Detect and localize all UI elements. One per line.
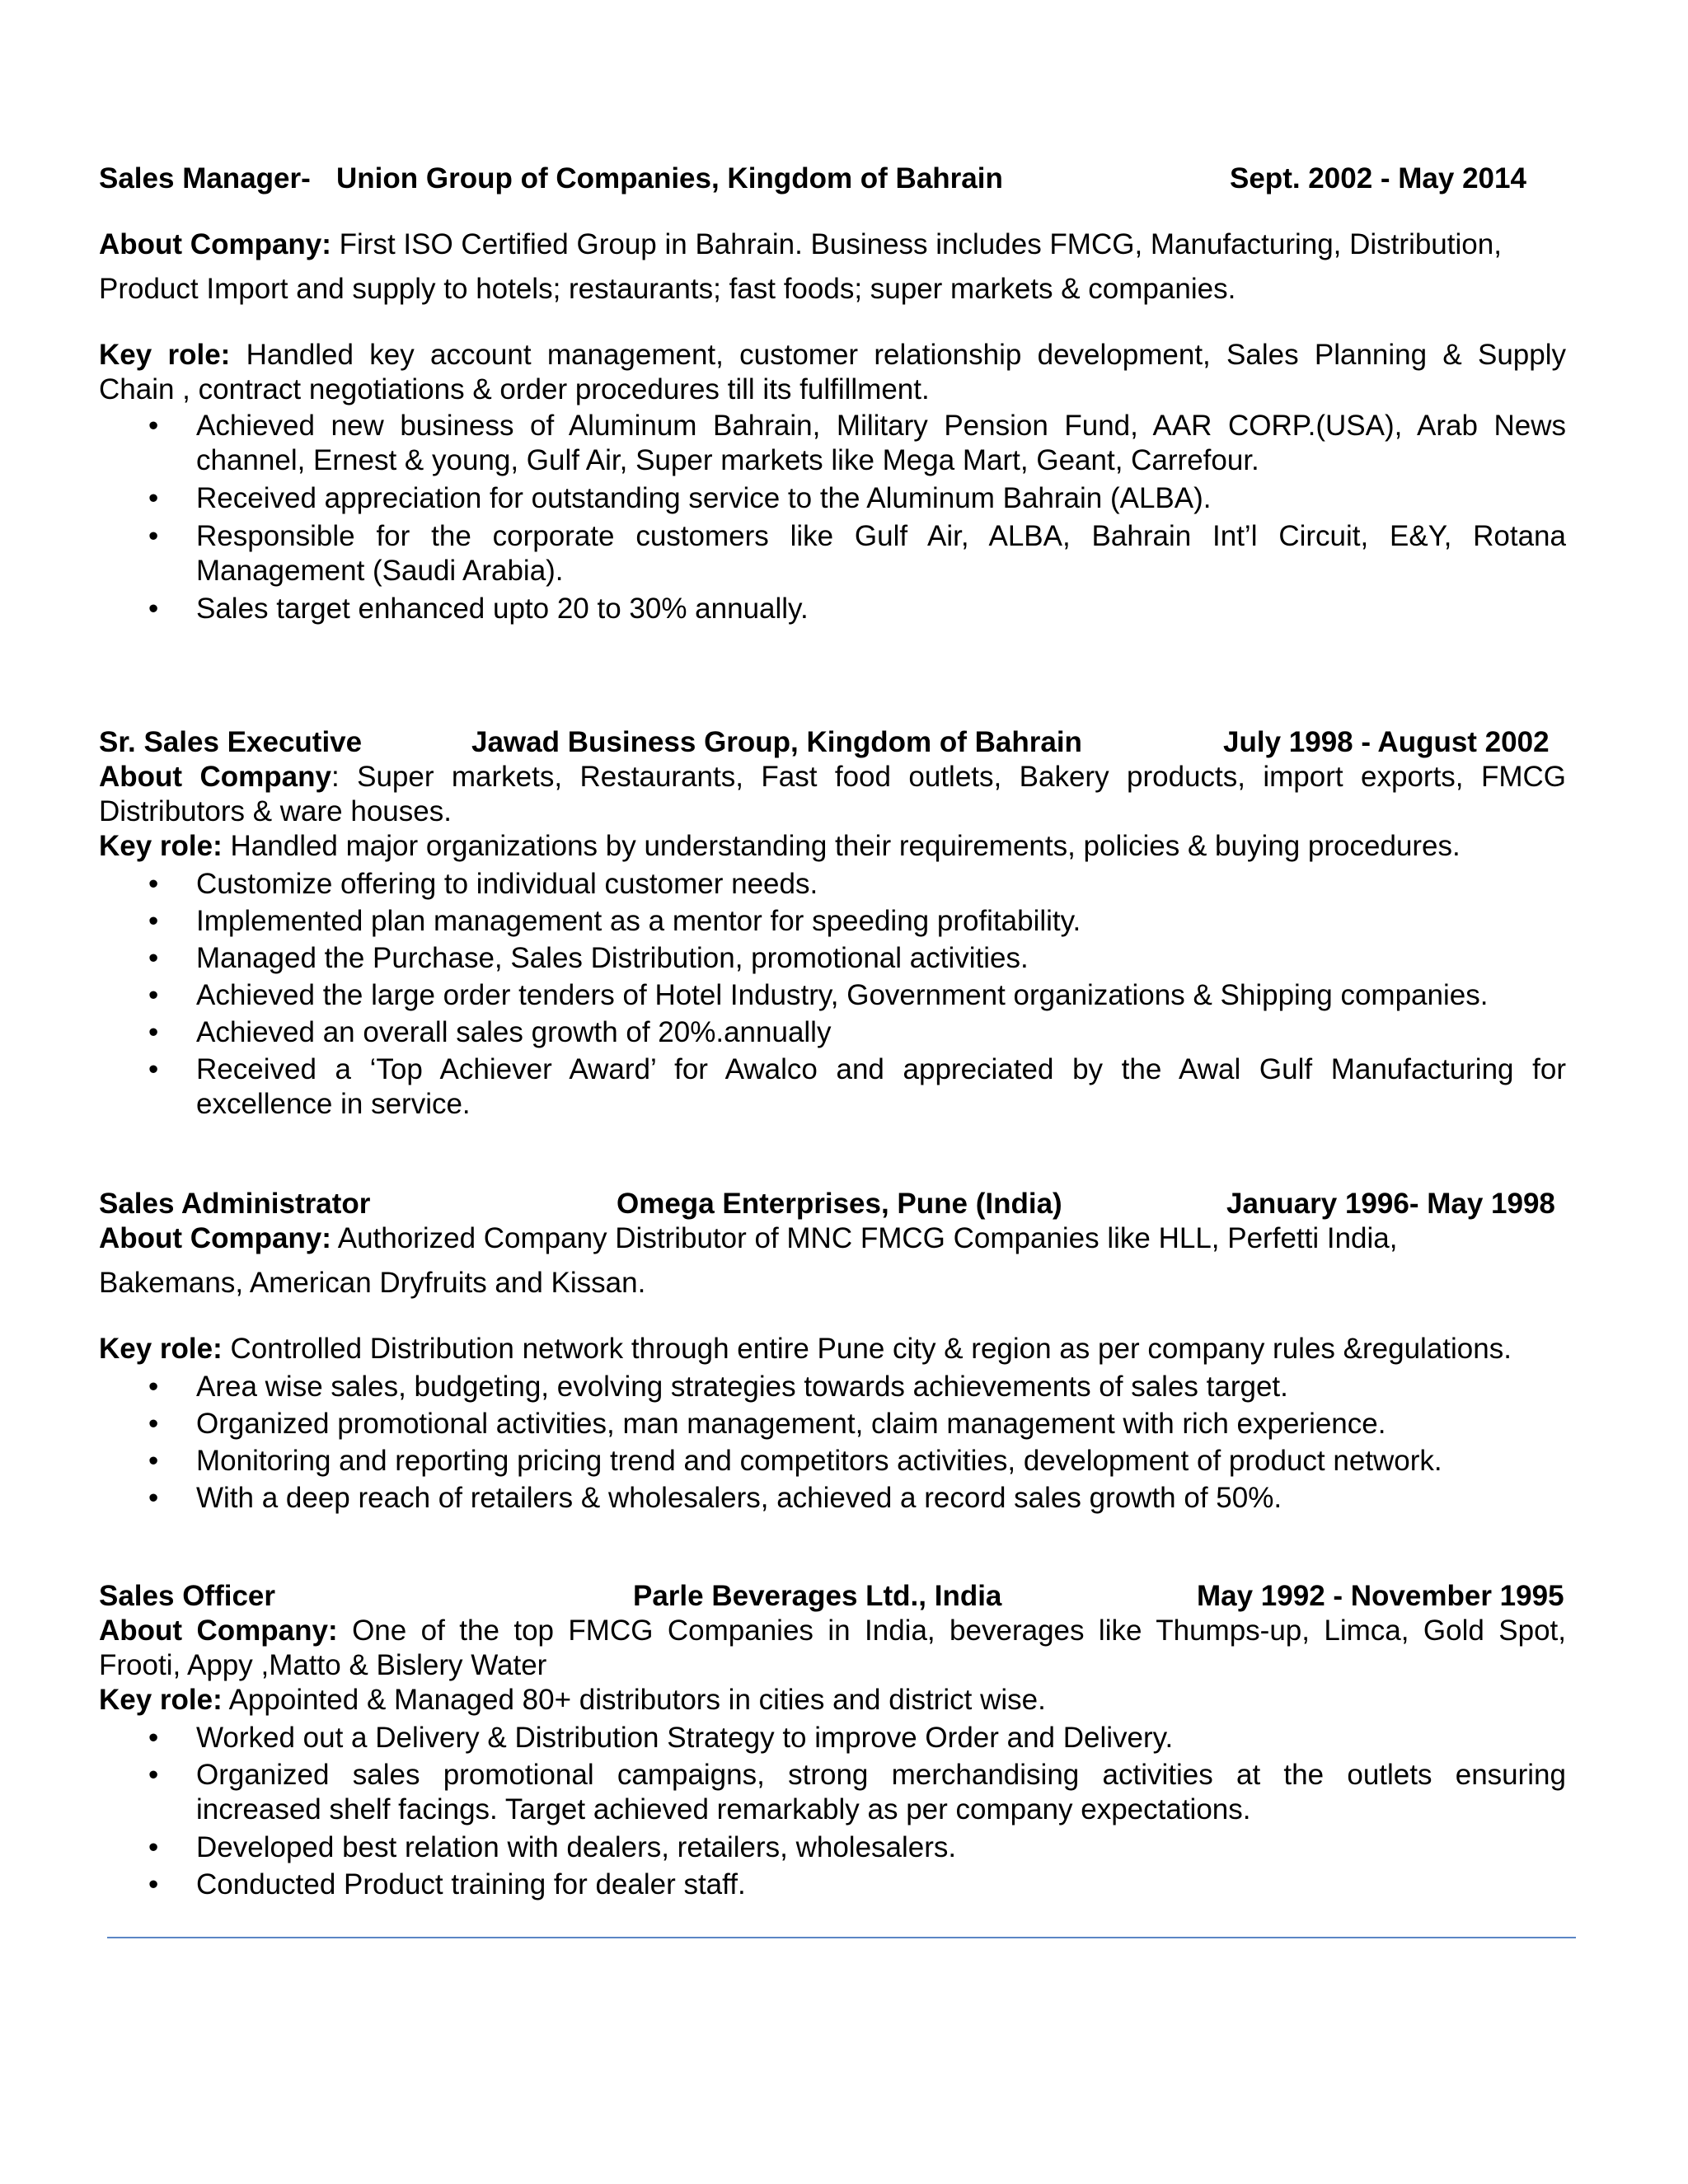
bullet-text: Managed the Purchase, Sales Distribution, promotional activities. (196, 942, 1029, 974)
bullet-icon: • (148, 1482, 159, 1514)
key-role-line (99, 1683, 1566, 1718)
key-role-label: Key role: (99, 830, 223, 862)
key-role-text: Appointed & Managed 80+ distributors in cities and district wise. (228, 1684, 1046, 1716)
footer-divider (107, 1937, 1576, 1938)
bullet-icon: • (148, 1408, 159, 1440)
job-company: Union Group of Companies, Kingdom of Bahrain (336, 162, 1003, 194)
job-dates: January 1996- May 1998 (1226, 1188, 1555, 1220)
about-company-line (99, 1614, 1566, 1648)
bullet-text: Responsible for the corporate customers like Gulf Air, ALBA, Bahrain Int’l Circuit, E&Y, Rotana (196, 520, 1566, 552)
job-title: Sales Officer (99, 1580, 275, 1612)
key-role-label: Key role: (99, 339, 231, 371)
bullet-icon: • (148, 1759, 159, 1791)
about-company-line (99, 1221, 1566, 1256)
bullet-icon: • (148, 942, 159, 974)
key-role-line: Chain , contract negotiations & order procedures till its fulfillment. (99, 373, 930, 405)
bullet-text: Area wise sales, budgeting, evolving strategies towards achievements of sales target. (196, 1371, 1288, 1403)
bullet-text: Conducted Product training for dealer staff. (196, 1868, 746, 1900)
about-company-text: Authorized Company Distributor of MNC FMCG Companies like HLL, Perfetti India, (337, 1222, 1398, 1254)
bullet-text: Worked out a Delivery & Distribution Strategy to improve Order and Delivery. (196, 1722, 1174, 1754)
bullet-icon: • (148, 520, 159, 552)
job-company: Jawad Business Group, Kingdom of Bahrain (471, 726, 1082, 758)
job-title: Sales Administrator (99, 1188, 371, 1220)
bullet-text: excellence in service. (196, 1088, 471, 1120)
bullet-text: Implemented plan management as a mentor for speeding profitability. (196, 905, 1081, 937)
job-dates: May 1992 - November 1995 (1197, 1580, 1564, 1612)
bullet-text: Management (Saudi Arabia). (196, 555, 564, 587)
bullet-text: Organized promotional activities, man management, claim management with rich experience. (196, 1408, 1386, 1440)
job-dates: Sept. 2002 - May 2014 (1230, 162, 1526, 194)
bullet-icon: • (148, 1016, 159, 1048)
key-role-line (99, 338, 1566, 373)
bullet-icon: • (148, 905, 159, 937)
key-role-line (99, 829, 1566, 864)
bullet-icon: • (148, 1053, 159, 1085)
bullet-text: Achieved the large order tenders of Hotel Industry, Government organizations & Shipping companies. (196, 979, 1489, 1011)
job-company: Omega Enterprises, Pune (India) (617, 1188, 1062, 1220)
about-company-text: One of the top FMCG Companies in India, beverages like Thumps-up, Limca, Gold Spot, (352, 1615, 1566, 1647)
bullet-icon: • (148, 1371, 159, 1403)
key-role-label: Key role: (99, 1333, 223, 1365)
key-role-line (99, 1332, 1566, 1366)
bullet-text: increased shelf facings. Target achieved remarkably as per company expectations. (196, 1793, 1251, 1825)
job-title: Sales Manager- (99, 162, 311, 194)
bullet-icon: • (148, 1831, 159, 1863)
job-dates: July 1998 - August 2002 (1223, 726, 1550, 758)
job-title: Sr. Sales Executive (99, 726, 363, 758)
about-company-line: Distributors & ware houses. (99, 795, 452, 827)
bullet-text: Received a ‘Top Achiever Award’ for Awalco and appreciated by the Awal Gulf Manufacturing for (196, 1053, 1566, 1085)
bullet-icon: • (148, 593, 159, 625)
about-company-line (99, 760, 1566, 794)
bullet-icon: • (148, 482, 159, 514)
about-company-text: First ISO Certified Group in Bahrain. Business includes FMCG, Manufacturing, Distribution, (339, 228, 1502, 260)
bullet-text: Monitoring and reporting pricing trend and competitors activities, development of product network. (196, 1445, 1442, 1477)
about-company-line (99, 227, 1566, 262)
bullet-icon: • (148, 1722, 159, 1754)
bullet-icon: • (148, 1445, 159, 1477)
bullet-text: channel, Ernest & young, Gulf Air, Super markets like Mega Mart, Geant, Carrefour. (196, 444, 1259, 476)
bullet-text: With a deep reach of retailers & wholesalers, achieved a record sales growth of 50%. (196, 1482, 1282, 1514)
about-company-label: About Company (99, 761, 331, 793)
bullet-text: Achieved new business of Aluminum Bahrain, Military Pension Fund, AAR CORP.(USA), Arab News (196, 410, 1566, 442)
key-role-text: Controlled Distribution network through entire Pune city & region as per company rules &regulations. (230, 1333, 1512, 1365)
about-company-label: About Company: (99, 1615, 338, 1647)
bullet-text: Organized sales promotional campaigns, strong merchandising activities at the outlets ensuring (196, 1759, 1566, 1791)
bullet-text: Received appreciation for outstanding service to the Aluminum Bahrain (ALBA). (196, 482, 1212, 514)
bullet-text: Achieved an overall sales growth of 20%.annually (196, 1016, 832, 1048)
bullet-text: Customize offering to individual customer needs. (196, 868, 818, 900)
bullet-icon: • (148, 1868, 159, 1900)
about-company-line: Bakemans, American Dryfruits and Kissan. (99, 1267, 646, 1299)
about-company-label: About Company: (99, 228, 331, 260)
bullet-icon: • (148, 868, 159, 900)
key-role-label: Key role: (99, 1684, 223, 1716)
job-company: Parle Beverages Ltd., India (633, 1580, 1002, 1612)
bullet-icon: • (148, 410, 159, 442)
bullet-text: Developed best relation with dealers, retailers, wholesalers. (196, 1831, 957, 1863)
about-company-label: About Company: (99, 1222, 331, 1254)
key-role-text: Handled major organizations by understanding their requirements, policies & buying procedures. (230, 830, 1461, 862)
key-role-text: Handled key account management, customer relationship development, Sales Planning & Supply (246, 339, 1566, 371)
about-company-line: Product Import and supply to hotels; restaurants; fast foods; super markets & companies. (99, 273, 1236, 305)
bullet-icon: • (148, 979, 159, 1011)
about-company-text: : Super markets, Restaurants, Fast food outlets, Bakery products, import exports, FMCG (331, 761, 1566, 793)
bullet-text: Sales target enhanced upto 20 to 30% annually. (196, 593, 809, 625)
about-company-line: Frooti, Appy ,Matto & Bislery Water (99, 1649, 547, 1681)
